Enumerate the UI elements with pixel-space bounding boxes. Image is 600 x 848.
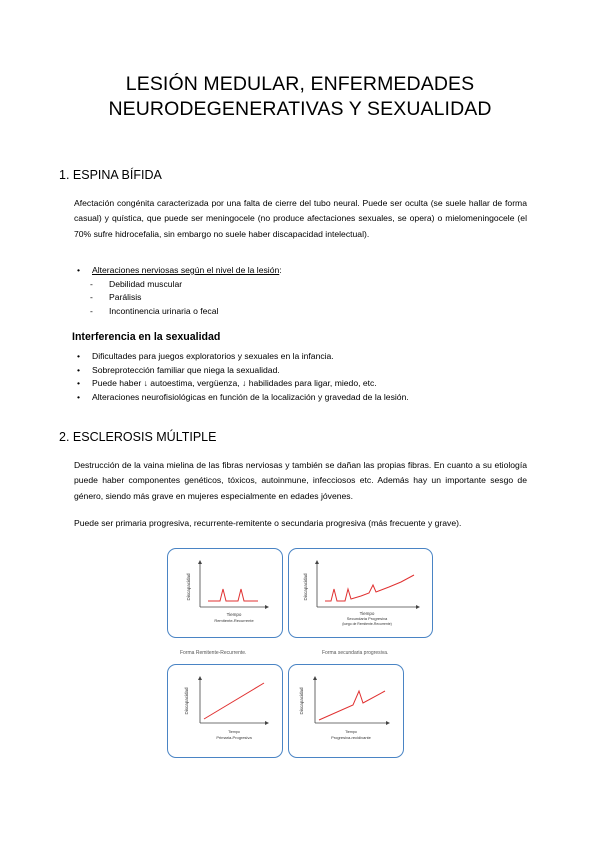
panel-sublabel-2: (luego de Remitente-Recurrente) xyxy=(342,622,392,626)
list-item-text: Debilidad muscular xyxy=(109,279,183,289)
title-line-1: LESIÓN MEDULAR, ENFERMEDADES xyxy=(125,73,475,95)
x-axis-label: Tiempo xyxy=(226,612,242,617)
bullet-icon: • xyxy=(77,378,81,389)
list-item-text: Puede haber ↓ autoestima, vergüenza, ↓ habilidades para ligar, miedo, etc. xyxy=(92,378,377,389)
panel-sublabel: Secundaria Progresiva xyxy=(346,616,388,621)
interference-list xyxy=(74,350,409,404)
list-item-text: Alteraciones neurofisiológicas en función de la localización y gravedad de la lesión. xyxy=(92,391,409,402)
panel-sublabel: Primaria-Progresiva xyxy=(216,735,252,740)
list-item xyxy=(90,278,218,291)
alterations-list xyxy=(90,278,218,318)
list-item-text: Dificultades para juegos exploratorios y sexuales en la infancia. xyxy=(92,351,334,361)
dash-icon: - xyxy=(90,305,93,316)
bullet-icon: • xyxy=(77,364,81,375)
bullet-icon: • xyxy=(77,351,81,361)
x-axis-label: Tiempo xyxy=(345,730,357,734)
dash-icon: - xyxy=(90,279,93,289)
caption-remitente-recurrente: Forma Remitente-Recurrente. xyxy=(180,650,247,656)
esclerosis-paragraph-2: Puede ser primaria progresiva, recurrente-remitente o secundaria progresiva (más frecuente y grave). xyxy=(74,518,462,528)
bullet-icon: • xyxy=(77,265,81,275)
list-item xyxy=(74,364,409,378)
page-title xyxy=(0,72,600,122)
subheading-sexualidad: Interferencia en la sexualidad xyxy=(72,331,221,343)
list-item xyxy=(90,291,218,304)
panel-sublabel: Progresiva-recidivante xyxy=(331,735,371,740)
list-item xyxy=(74,350,409,364)
panel-primaria-progresiva xyxy=(167,664,283,758)
alterations-label: Alteraciones nerviosas según el nivel de la lesión xyxy=(92,265,280,275)
y-axis-label: Discapacidad xyxy=(303,573,308,601)
y-axis-label: Discapacidad xyxy=(184,687,189,715)
x-axis-label: Tiempo xyxy=(228,730,240,734)
panel-secundaria-progresiva xyxy=(288,548,433,638)
esclerosis-paragraph-1: Destrucción de la vaina mielina de las fibras nerviosas y también se dañan las propias fibras. En cuanto a su etiología puede haber componentes genéticos, tóxicos, autoinmune, infecciosos etc. Además hay un importante sesgo de género, siendo más grave en mujeres especialmente en edades jóvenes. xyxy=(74,460,527,501)
list-item xyxy=(74,264,282,278)
dash-icon: - xyxy=(90,292,93,303)
list-item-text: Parálisis xyxy=(109,292,142,303)
list-item-text: Incontinencia urinaria o fecal xyxy=(109,305,219,316)
panel-progresiva-recidivante xyxy=(288,664,404,758)
bullet-icon: • xyxy=(77,391,81,402)
section-heading-espina-bifida: 1. ESPINA BÍFIDA xyxy=(59,168,162,182)
list-item xyxy=(90,305,218,318)
y-axis-label: Discapacidad xyxy=(186,573,191,601)
x-axis-label: Tiempo xyxy=(359,611,375,616)
list-item xyxy=(74,377,409,391)
section-heading-esclerosis: 2. ESCLEROSIS MÚLTIPLE xyxy=(59,430,217,444)
y-axis-label: Discapacidad xyxy=(299,687,304,715)
panel-remitente-recurrente xyxy=(167,548,283,638)
list-item-text: Sobreprotección familiar que niega la sexualidad. xyxy=(92,364,280,375)
espina-bifida-paragraph: Afectación congénita caracterizada por una falta de cierre del tubo neural. Puede ser oculta (se suele hallar de forma casual) y quística, que puede ser meningocele (no produce afectaciones sexuales, se opera) o mielomeningocele (el 70% sufre hidrocefalia, sin embargo no suele haber discapacidad intelectual). xyxy=(74,198,527,239)
panel-sublabel: Remitente-Recurrente xyxy=(214,618,254,623)
caption-secundaria-progresiva: Forma secundaria progresiva. xyxy=(322,650,389,656)
colon: : xyxy=(279,265,282,275)
alterations-bullet xyxy=(74,264,282,278)
list-item xyxy=(74,391,409,405)
title-line-2: NEURODEGENERATIVAS Y SEXUALIDAD xyxy=(108,98,492,120)
